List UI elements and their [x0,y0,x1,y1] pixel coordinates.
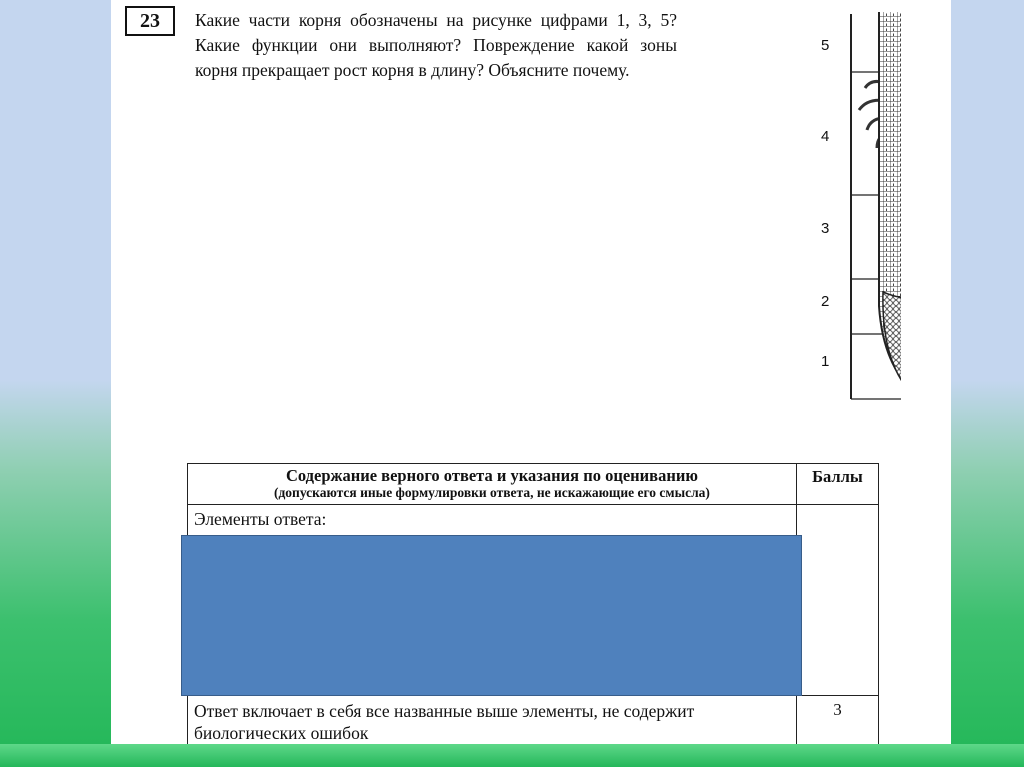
criterion-text: Ответ включает в себя все названные выше элементы, не содержит биологических ошибок [188,696,797,745]
exam-page [111,0,951,744]
answer-elements-points [796,505,878,696]
criterion-points: 3 [796,696,878,745]
answer-elements-label: Элементы ответа: [188,505,797,696]
zone-label-2: 2 [821,293,830,310]
criteria-header-row [188,464,879,505]
criteria-header-subtitle: (допускаются иные формулировки ответа, не искажающие его смысла) [273,485,710,500]
zone-label-3: 3 [821,220,830,237]
answer-cover-rectangle [181,535,802,696]
zone-label-5: 5 [821,37,830,54]
root-diagram [701,6,901,406]
zone-label-1: 1 [821,353,830,370]
criteria-header [188,464,797,505]
criterion-row [188,696,879,745]
task-number-box: 23 [125,6,175,36]
question-text: Какие части корня обозначены на рисунке цифрами 1, 3, 5? Какие функции они выполняют? Повреждение какой зоны корня прекращает рост корня в длину? Объясните почему. [195,10,677,80]
zone-label-4: 4 [821,128,830,145]
criteria-header-title: Содержание верного ответа и указания по оцениванию [285,466,698,485]
points-header: Баллы [796,464,878,505]
bottom-stripe [0,744,1024,767]
